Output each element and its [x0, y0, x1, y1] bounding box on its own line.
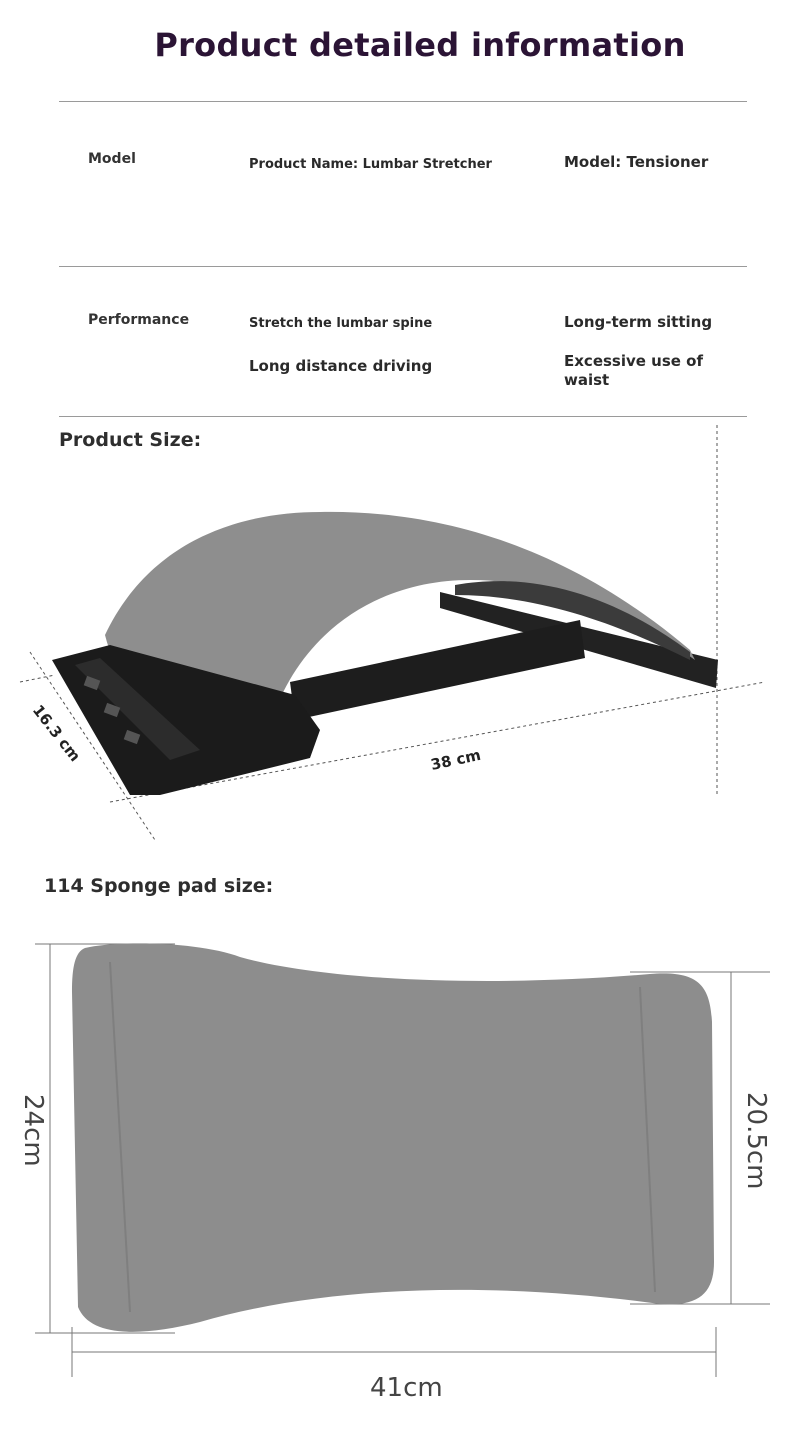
spec-performance-3: Long distance driving: [249, 357, 433, 375]
table-divider-middle: [59, 266, 747, 267]
lumbar-stretcher-illustration: [0, 420, 790, 840]
spec-product-name: Product Name: Lumbar Stretcher: [249, 157, 492, 172]
table-divider-top: [59, 101, 747, 102]
spec-label-model: Model: [88, 151, 136, 167]
spec-performance-1: Stretch the lumbar spine: [249, 316, 433, 331]
sponge-pad-illustration: [0, 912, 790, 1432]
spec-label-performance: Performance: [88, 312, 190, 328]
dimension-label-left-height: 24cm: [18, 1094, 48, 1167]
table-divider-bottom: [59, 416, 747, 417]
spec-performance-4: Excessive use of waist: [564, 352, 703, 389]
product-size-heading: Product Size:: [59, 429, 202, 451]
dimension-label-length: 38 cm: [429, 745, 483, 774]
page-title: Product detailed information: [154, 26, 686, 64]
dimension-label-width: 16.3 cm: [28, 701, 85, 766]
dimension-label-width: 41cm: [370, 1373, 443, 1403]
spec-performance-2: Long-term sitting: [564, 313, 713, 331]
spec-model-value: Model: Tensioner: [564, 153, 709, 171]
dimension-label-right-height: 20.5cm: [741, 1092, 771, 1190]
sponge-pad-heading: 114 Sponge pad size:: [44, 875, 274, 897]
